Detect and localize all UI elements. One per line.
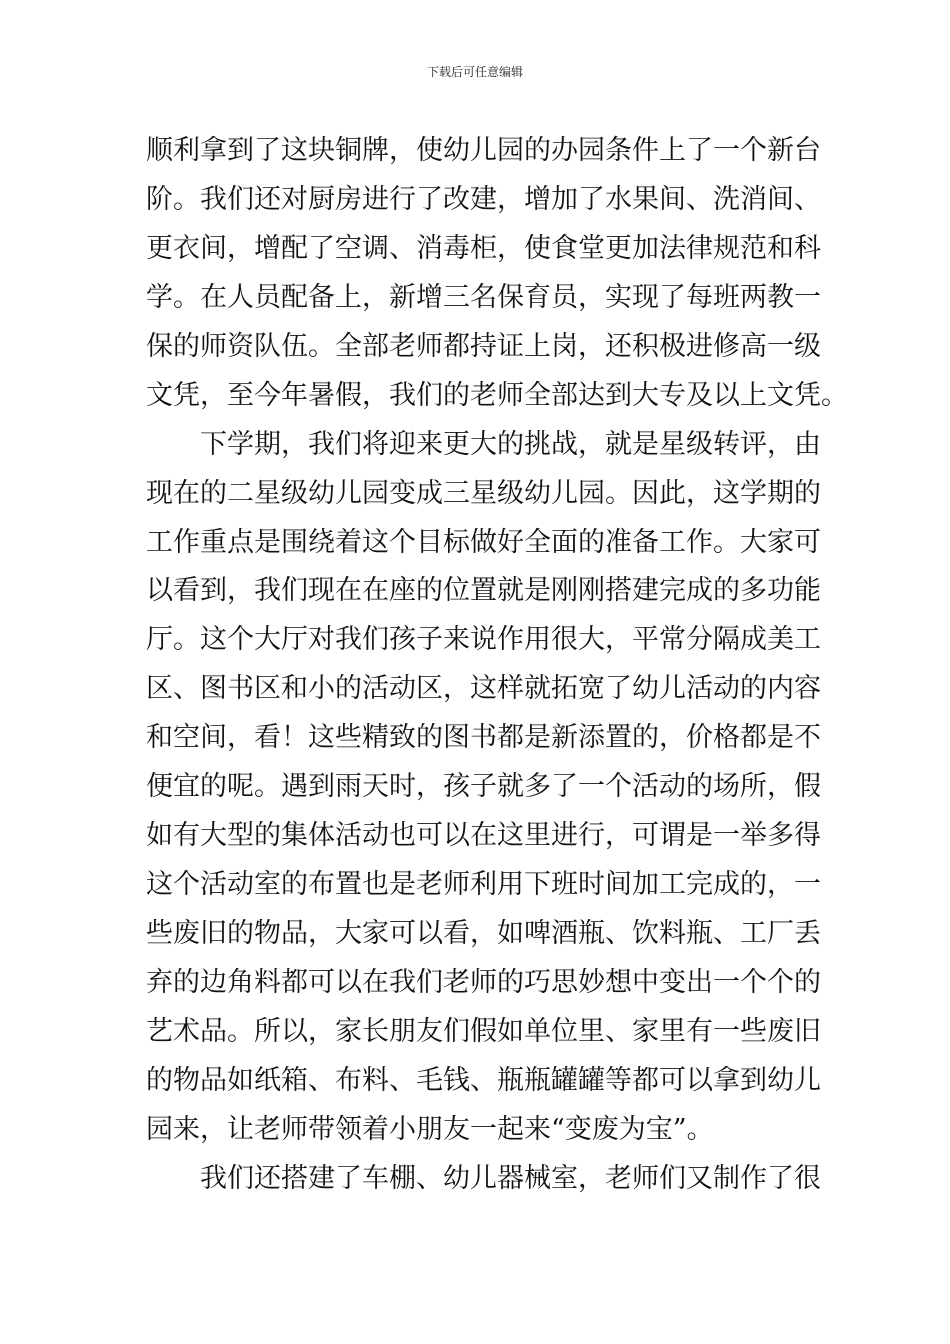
text-line: 现在的二星级幼儿园变成三星级幼儿园。因此，这学期的 [146, 477, 821, 509]
text-line: 弃的边角料都可以在我们老师的巧思妙想中变出一个个的 [146, 966, 821, 998]
text-line: 下学期，我们将迎来更大的挑战，就是星级转评，由 [146, 428, 821, 460]
document-body [146, 127, 848, 1204]
text-line: 厅。这个大厅对我们孩子来说作用很大，平常分隔成美工 [146, 624, 821, 656]
text-line: 的物品如纸箱、布料、毛钱、瓶瓶罐罐等都可以拿到幼儿 [146, 1064, 821, 1096]
text-line: 艺术品。所以，家长朋友们假如单位里、家里有一些废旧 [146, 1015, 821, 1047]
text-line: 这个活动室的布置也是老师利用下班时间加工完成的，一 [146, 869, 821, 901]
page-header: 下载后可任意编辑 [426, 65, 523, 79]
text-line: 便宜的呢。遇到雨天时，孩子就多了一个活动的场所，假 [146, 771, 821, 803]
text-line: 文凭，至今年暑假，我们的老师全部达到大专及以上文凭。 [146, 379, 848, 411]
text-line: 如有大型的集体活动也可以在这里进行，可谓是一举多得 [146, 820, 821, 852]
text-line: 和空间，看！这些精致的图书都是新添置的，价格都是不 [146, 722, 821, 754]
text-line: 园来，让老师带领着小朋友一起来“变废为宝”。 [146, 1113, 714, 1145]
text-line: 些废旧的物品，大家可以看，如啤酒瓶、饮料瓶、工厂丢 [146, 918, 821, 949]
text-line: 以看到，我们现在在座的位置就是刚刚搭建完成的多功能 [146, 575, 821, 607]
text-line: 顺利拿到了这块铜牌，使幼儿园的办园条件上了一个新台 [146, 135, 821, 166]
text-line: 更衣间，增配了空调、消毒柜，使食堂更加法律规范和科 [146, 232, 821, 264]
text-line: 学。在人员配备上，新增三名保育员，实现了每班两教一 [146, 281, 821, 313]
text-line: 阶。我们还对厨房进行了改建，增加了水果间、洗消间、 [146, 183, 821, 215]
text-line: 保的师资队伍。全部老师都持证上岗，还积极进修高一级 [146, 330, 821, 362]
text-line: 工作重点是围绕着这个目标做好全面的准备工作。大家可 [146, 526, 821, 558]
text-line: 我们还搭建了车棚、幼儿器械室，老师们又制作了很 [146, 1162, 821, 1194]
text-line: 区、图书区和小的活动区，这样就拓宽了幼儿活动的内容 [146, 673, 821, 705]
